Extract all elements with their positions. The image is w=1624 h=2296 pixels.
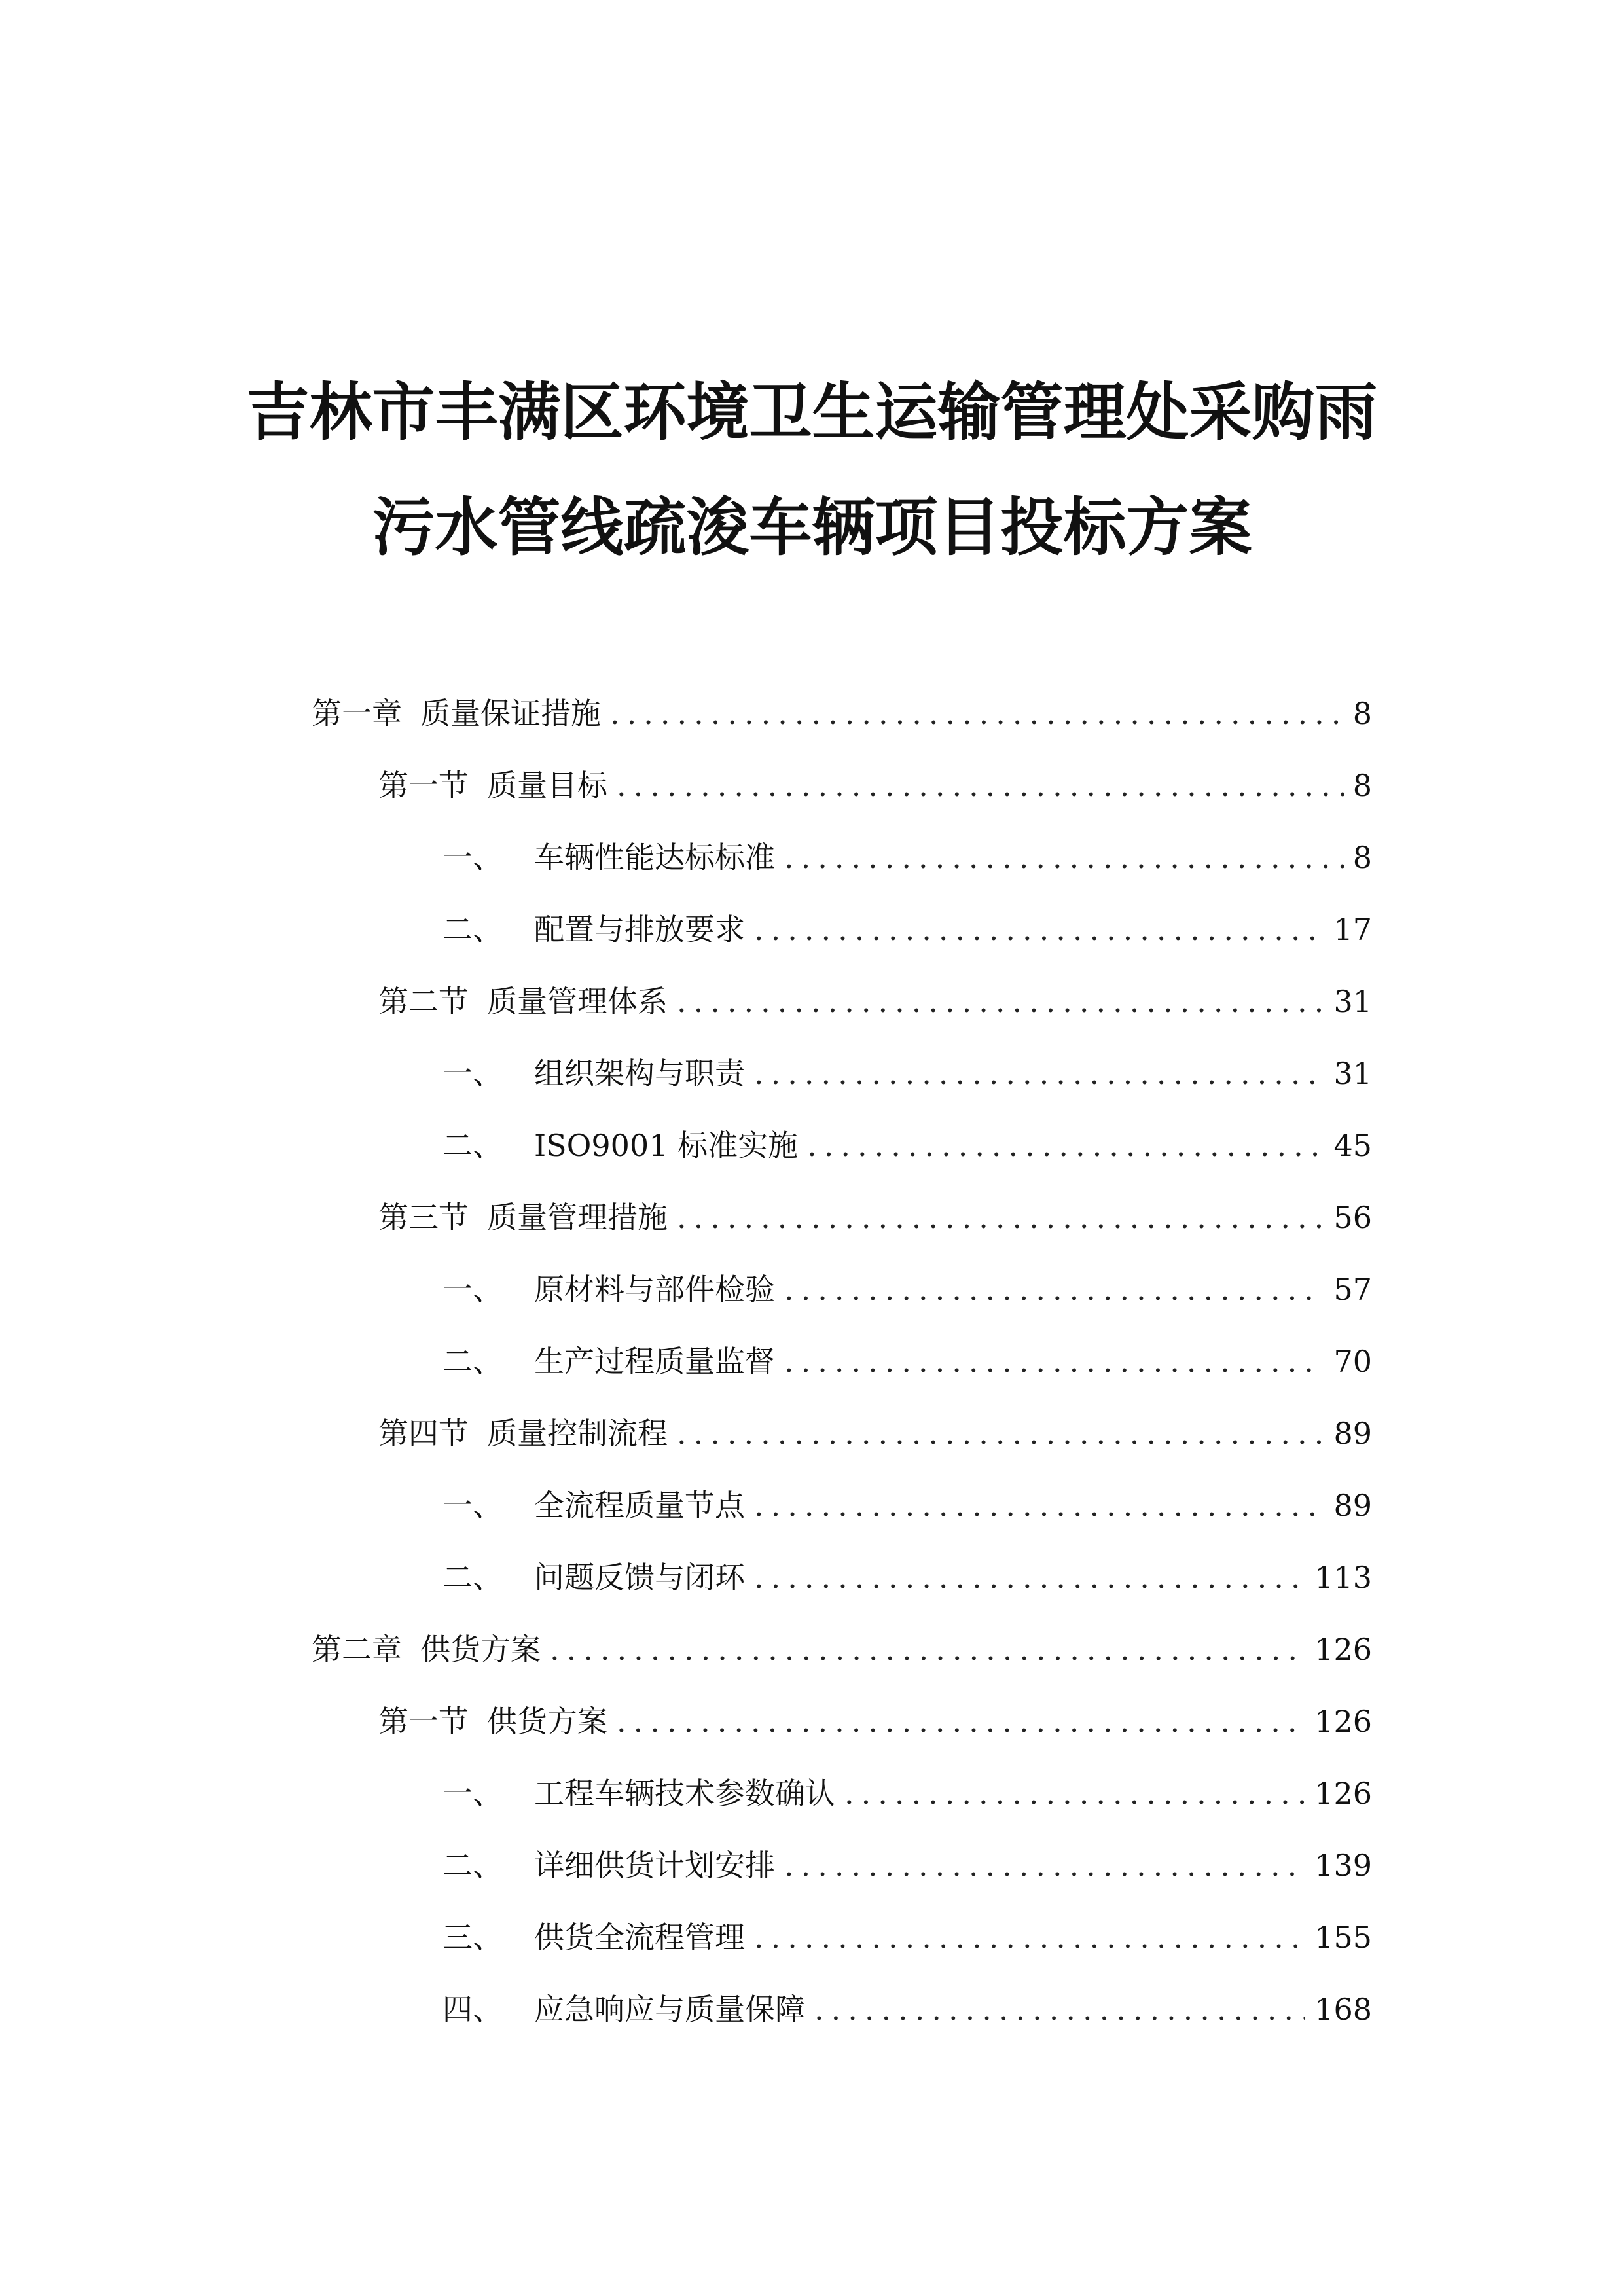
toc-entry-label: 供货全流程管理 bbox=[534, 1920, 745, 1955]
toc-entry-label: 质量控制流程 bbox=[487, 1416, 668, 1451]
document-title-line-2: 污水管线疏浚车辆项目投标方案 bbox=[372, 491, 1252, 565]
toc-entry-item[interactable] bbox=[442, 1342, 1372, 1381]
toc-entry-page: 155 bbox=[1314, 1920, 1372, 1955]
toc-entry-page: 8 bbox=[1352, 840, 1372, 875]
toc-entry-page: 31 bbox=[1333, 1056, 1372, 1091]
toc-entry-number: 第二节 bbox=[378, 984, 469, 1019]
toc-entry-label: ISO9001 标准实施 bbox=[534, 1128, 799, 1163]
toc-dot-leader bbox=[754, 1918, 1305, 1957]
toc-entry-item[interactable] bbox=[442, 1270, 1372, 1309]
toc-entry-number: 二、 bbox=[442, 1848, 503, 1883]
toc-dot-leader bbox=[610, 694, 1344, 733]
toc-entry-label: 生产过程质量监督 bbox=[534, 1344, 775, 1379]
toc-entry-item[interactable] bbox=[442, 1054, 1372, 1093]
toc-entry-item[interactable] bbox=[442, 1774, 1372, 1813]
toc-entry-label: 详细供货计划安排 bbox=[534, 1848, 775, 1883]
toc-entry-number: 第一节 bbox=[378, 1704, 469, 1739]
toc-entry-label: 全流程质量节点 bbox=[534, 1488, 745, 1523]
toc-entry-page: 8 bbox=[1352, 696, 1372, 731]
toc-entry-page: 168 bbox=[1314, 1992, 1372, 2027]
toc-entry-number: 一、 bbox=[442, 1776, 503, 1811]
toc-entry-number: 第二章 bbox=[312, 1632, 402, 1667]
toc-entry-page: 126 bbox=[1314, 1704, 1372, 1739]
toc-dot-leader bbox=[844, 1774, 1305, 1813]
toc-dot-leader bbox=[754, 1486, 1324, 1525]
toc-dot-leader bbox=[754, 1558, 1305, 1597]
toc-entry-page: 8 bbox=[1352, 768, 1372, 803]
toc-entry-number: 二、 bbox=[442, 912, 503, 947]
toc-entry-page: 89 bbox=[1333, 1488, 1372, 1523]
toc-dot-leader bbox=[677, 1198, 1324, 1237]
toc-entry-number: 第四节 bbox=[378, 1416, 469, 1451]
toc-entry-section[interactable] bbox=[378, 1414, 1372, 1453]
toc-entry-label: 质量管理体系 bbox=[487, 984, 668, 1019]
toc-entry-label: 质量保证措施 bbox=[420, 696, 601, 731]
toc-entry-number: 二、 bbox=[442, 1128, 503, 1163]
toc-entry-page: 126 bbox=[1314, 1632, 1372, 1667]
toc-entry-page: 17 bbox=[1333, 912, 1372, 947]
toc-entry-number: 第三节 bbox=[378, 1200, 469, 1235]
toc-entry-section[interactable] bbox=[378, 982, 1372, 1021]
toc-dot-leader bbox=[617, 766, 1344, 805]
toc-entry-number: 四、 bbox=[442, 1992, 503, 2027]
toc-entry-label: 组织架构与职责 bbox=[534, 1056, 745, 1091]
toc-entry-section[interactable] bbox=[378, 1702, 1372, 1741]
toc-entry-page: 89 bbox=[1333, 1416, 1372, 1451]
toc-entry-section[interactable] bbox=[378, 1198, 1372, 1237]
document-title-line-1: 吉林市丰满区环境卫生运输管理处采购雨 bbox=[246, 376, 1378, 450]
toc-entry-number: 二、 bbox=[442, 1344, 503, 1379]
toc-entry-item[interactable] bbox=[442, 838, 1372, 877]
toc-entry-chapter[interactable] bbox=[312, 1630, 1372, 1669]
toc-entry-label: 车辆性能达标标准 bbox=[534, 840, 775, 875]
toc-dot-leader bbox=[784, 1270, 1324, 1309]
toc-dot-leader bbox=[617, 1702, 1305, 1741]
toc-entry-number: 二、 bbox=[442, 1560, 503, 1595]
toc-entry-number: 一、 bbox=[442, 840, 503, 875]
toc-entry-item[interactable] bbox=[442, 1558, 1372, 1597]
toc-entry-label: 问题反馈与闭环 bbox=[534, 1560, 745, 1595]
toc-entry-label: 原材料与部件检验 bbox=[534, 1272, 775, 1307]
toc-entry-number: 第一节 bbox=[378, 768, 469, 803]
toc-entry-label: 质量管理措施 bbox=[487, 1200, 668, 1235]
toc-dot-leader bbox=[754, 910, 1324, 949]
toc-entry-page: 45 bbox=[1333, 1128, 1372, 1163]
toc-entry-item[interactable] bbox=[442, 1990, 1372, 2029]
toc-entry-item[interactable] bbox=[442, 1486, 1372, 1525]
toc-entry-number: 三、 bbox=[442, 1920, 503, 1955]
toc-dot-leader bbox=[784, 1342, 1324, 1381]
toc-entry-label: 工程车辆技术参数确认 bbox=[534, 1776, 835, 1811]
toc-entry-page: 57 bbox=[1333, 1272, 1372, 1307]
toc-entry-number: 一、 bbox=[442, 1488, 503, 1523]
toc-entry-label: 应急响应与质量保障 bbox=[534, 1992, 805, 2027]
toc-entry-label: 质量目标 bbox=[487, 768, 607, 803]
toc-entry-label: 供货方案 bbox=[420, 1632, 541, 1667]
toc-entry-page: 113 bbox=[1314, 1560, 1372, 1595]
toc-dot-leader bbox=[754, 1054, 1324, 1093]
toc-dot-leader bbox=[784, 838, 1344, 877]
toc-entry-page: 56 bbox=[1333, 1200, 1372, 1235]
toc-dot-leader bbox=[784, 1846, 1305, 1885]
toc-entry-page: 31 bbox=[1333, 984, 1372, 1019]
toc-entry-item[interactable] bbox=[442, 1918, 1372, 1957]
toc-dot-leader bbox=[807, 1126, 1324, 1165]
toc-entry-item[interactable] bbox=[442, 1846, 1372, 1885]
toc-entry-page: 126 bbox=[1314, 1776, 1372, 1811]
toc-entry-number: 第一章 bbox=[312, 696, 402, 731]
toc-entry-section[interactable] bbox=[378, 766, 1372, 805]
toc-dot-leader bbox=[550, 1630, 1305, 1669]
toc-dot-leader bbox=[814, 1990, 1305, 2029]
toc-entry-item[interactable] bbox=[442, 910, 1372, 949]
toc-entry-item[interactable] bbox=[442, 1126, 1372, 1165]
toc-entry-number: 一、 bbox=[442, 1056, 503, 1091]
toc-entry-label: 供货方案 bbox=[487, 1704, 607, 1739]
toc-entry-chapter[interactable] bbox=[312, 694, 1372, 733]
toc-entry-number: 一、 bbox=[442, 1272, 503, 1307]
toc-entry-page: 70 bbox=[1333, 1344, 1372, 1379]
toc-entry-page: 139 bbox=[1314, 1848, 1372, 1883]
toc-dot-leader bbox=[677, 982, 1324, 1021]
toc-dot-leader bbox=[677, 1414, 1324, 1453]
toc-entry-label: 配置与排放要求 bbox=[534, 912, 745, 947]
